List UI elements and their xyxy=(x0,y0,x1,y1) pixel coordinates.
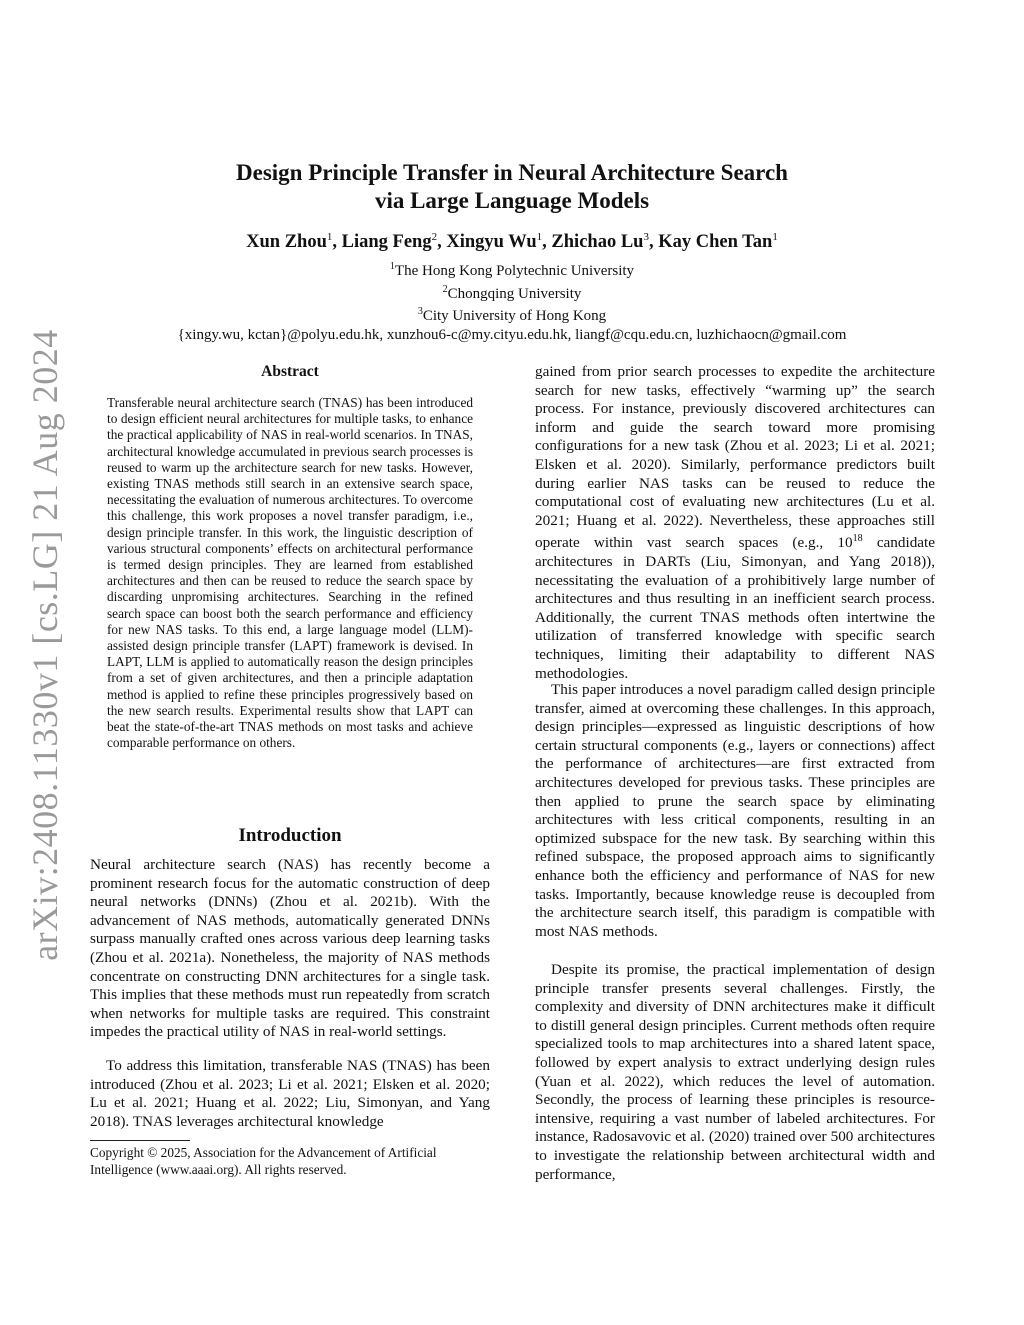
affiliation-block xyxy=(80,258,944,344)
right-column-paragraph-2: This paper introduces a novel paradigm called design principle transfer, aimed at overcoming these challenges. In this approach, design principles—expressed as linguistic descriptions of how certain structural components (e.g., layers or connections) affect the performance of architectures—are first extracted from architectures developed for previous tasks. These principles are then applied to prune the search space by eliminating architectures with less critical components, resulting in an optimized subspace for the new task. By searching within this refined subspace, the proposed approach aims to significantly enhance both the efficiency and performance of NAS for new tasks. Importantly, because knowledge reuse is decoupled from the architecture search itself, this paradigm is compatible with most NAS methods. xyxy=(535,681,935,940)
arxiv-identifier xyxy=(4,329,86,961)
abstract-text: Transferable neural architecture search (TNAS) has been introduced to design efficient neural architectures for multiple tasks, to enhance the practical applicability of NAS in real-world scenarios. In TNAS, architectural knowledge accumulated in previous search processes is reused to warm up the architecture search for new tasks. However, existing TNAS methods still search in an extensive search space, necessitating the evaluation of numerous architectures. To overcome this challenge, this work proposes a novel transfer paradigm, i.e., design principle transfer. In this work, the linguistic description of various structural components’ effects on architectural performance is termed design principles. They are learned from established architectures and then can be reused to reduce the search space by discarding unpromising architectures. Searching in the refined search space can boost both the search performance and efficiency for new NAS tasks. To this end, a large language model (LLM)-assisted design principle transfer (LAPT) framework is devised. In LAPT, LLM is applied to automatically reason the design principles from a set of given architectures, and then a principle adaptation method is applied to refine these principles progressively based on the new search results. Experimental results show that LAPT can beat the state-of-the-art TNAS methods on most tasks and achieve comparable performance on others. xyxy=(107,395,473,751)
author-affiliation-mark: 2 xyxy=(431,231,438,243)
footnote-divider xyxy=(90,1140,190,1141)
author-list xyxy=(112,231,912,253)
affiliation-name: Chongqing University xyxy=(447,285,582,302)
copyright-footnote: Copyright © 2025, Association for the Advancement of Artificial Intelligence (www.aaai.org). All rights reserved. xyxy=(90,1145,437,1177)
introduction-paragraph-2: To address this limitation, transferable NAS (TNAS) has been introduced (Zhou et al. 2023; Li et al. 2021; Elsken et al. 2020; Lu et al. 2021; Huang et al. 2022; Liu, Simonyan, and Yang 2018). TNAS leverages architectural knowledge xyxy=(90,1057,490,1130)
author-emails: {xingy.wu, kctan}@polyu.edu.hk, xunzhou6-c@my.cityu.edu.hk, liangf@cqu.edu.cn, luzhichaocn@gmail.com xyxy=(177,326,847,343)
paper-title-line-1: Design Principle Transfer in Neural Architecture Search xyxy=(236,160,788,185)
right-paragraph-1-part-b: candidate architectures in DARTs (Liu, Simonyan, and Yang 2018)), necessitating the evaluation of a prohibitively large number of architectures and thus resulting in an inefficient search process. Additionally, the current TNAS methods often intertwine the utilization of transferred knowledge with specific search techniques, limiting their adaptability to different NAS methodologies. xyxy=(535,534,936,682)
affiliation-line xyxy=(80,303,944,326)
author-name: Kay Chen Tan xyxy=(658,232,773,253)
paper-title-line-2: via Large Language Models xyxy=(374,188,650,213)
author-separator: , xyxy=(332,232,342,253)
right-column-paragraph-1 xyxy=(535,363,935,683)
introduction-heading: Introduction xyxy=(238,825,342,846)
affiliation-line xyxy=(80,281,944,304)
author-name: Liang Feng xyxy=(341,232,432,253)
arxiv-identifier-text: arXiv:2408.11330v1 [cs.LG] 21 Aug 2024 xyxy=(25,329,66,961)
author-separator: , xyxy=(437,232,447,253)
right-paragraph-1-part-a: gained from prior search processes to expedite the architecture search for new tasks, effectively “warming up” the search process. For instance, previously discovered architectures can inform and guide the search toward more promising configurations for a new task (Zhou et al. 2023; Li et al. 2021; Elsken et al. 2020). Similarly, performance predictors built during earlier NAS tasks can be reused to reduce the computational cost of evaluating new architectures (Lu et al. 2021; Huang et al. 2022). Nevertheless, these approaches still operate within vast search spaces (e.g., 10 xyxy=(535,363,935,552)
introduction-paragraph-1: Neural architecture search (NAS) has recently become a prominent research focus for the automatic construction of deep neural networks (DNNs) (Zhou et al. 2021b). With the advancement of NAS methods, automatically generated DNNs surpass manually crafted ones across various deep learning tasks (Zhou et al. 2021a). Nonetheless, the majority of NAS methods concentrate on constructing DNN architectures for a single task. This implies that these methods must run repeatedly from scratch when networks for multiple tasks are required. This constraint impedes the practical utility of NAS in real-world settings. xyxy=(90,856,490,1041)
author-name: Zhichao Lu xyxy=(551,232,644,253)
affiliation-line xyxy=(80,258,944,281)
author-affiliation-mark: 1 xyxy=(326,231,333,243)
author-affiliation-mark: 1 xyxy=(536,231,543,243)
right-column-paragraph-3: Despite its promise, the practical implementation of design principle transfer presents several challenges. Firstly, the complexity and diversity of DNN architectures make it difficult to distill general design principles. Current methods often require specialized tools to map architectures into a shared latent space, followed by expert analysis to extract underlying design rules (Yuan et al. 2022), which reduces the level of automation. Secondly, the process of learning these principles is resource-intensive, requiring a vast number of labeled architectures. For instance, Radosavovic et al. (2020) trained over 500 architectures to investigate the relationship between architectural width and performance, xyxy=(535,961,935,1183)
author-affiliation-mark: 3 xyxy=(643,231,649,243)
affiliation-name: City University of Hong Kong xyxy=(422,308,607,324)
author-name: Xun Zhou xyxy=(246,232,327,253)
affiliation-name: The Hong Kong Polytechnic University xyxy=(394,263,635,279)
affiliation-mark: 1 xyxy=(389,261,395,272)
exponent: 18 xyxy=(852,533,863,545)
abstract-heading: Abstract xyxy=(261,363,319,380)
author-separator: , xyxy=(648,232,659,253)
author-name: Xingyu Wu xyxy=(446,232,537,253)
affiliation-mark: 3 xyxy=(417,306,423,317)
author-separator: , xyxy=(542,232,552,253)
paper-title xyxy=(112,159,912,215)
author-affiliation-mark: 1 xyxy=(772,231,778,243)
affiliation-mark: 2 xyxy=(442,283,448,295)
